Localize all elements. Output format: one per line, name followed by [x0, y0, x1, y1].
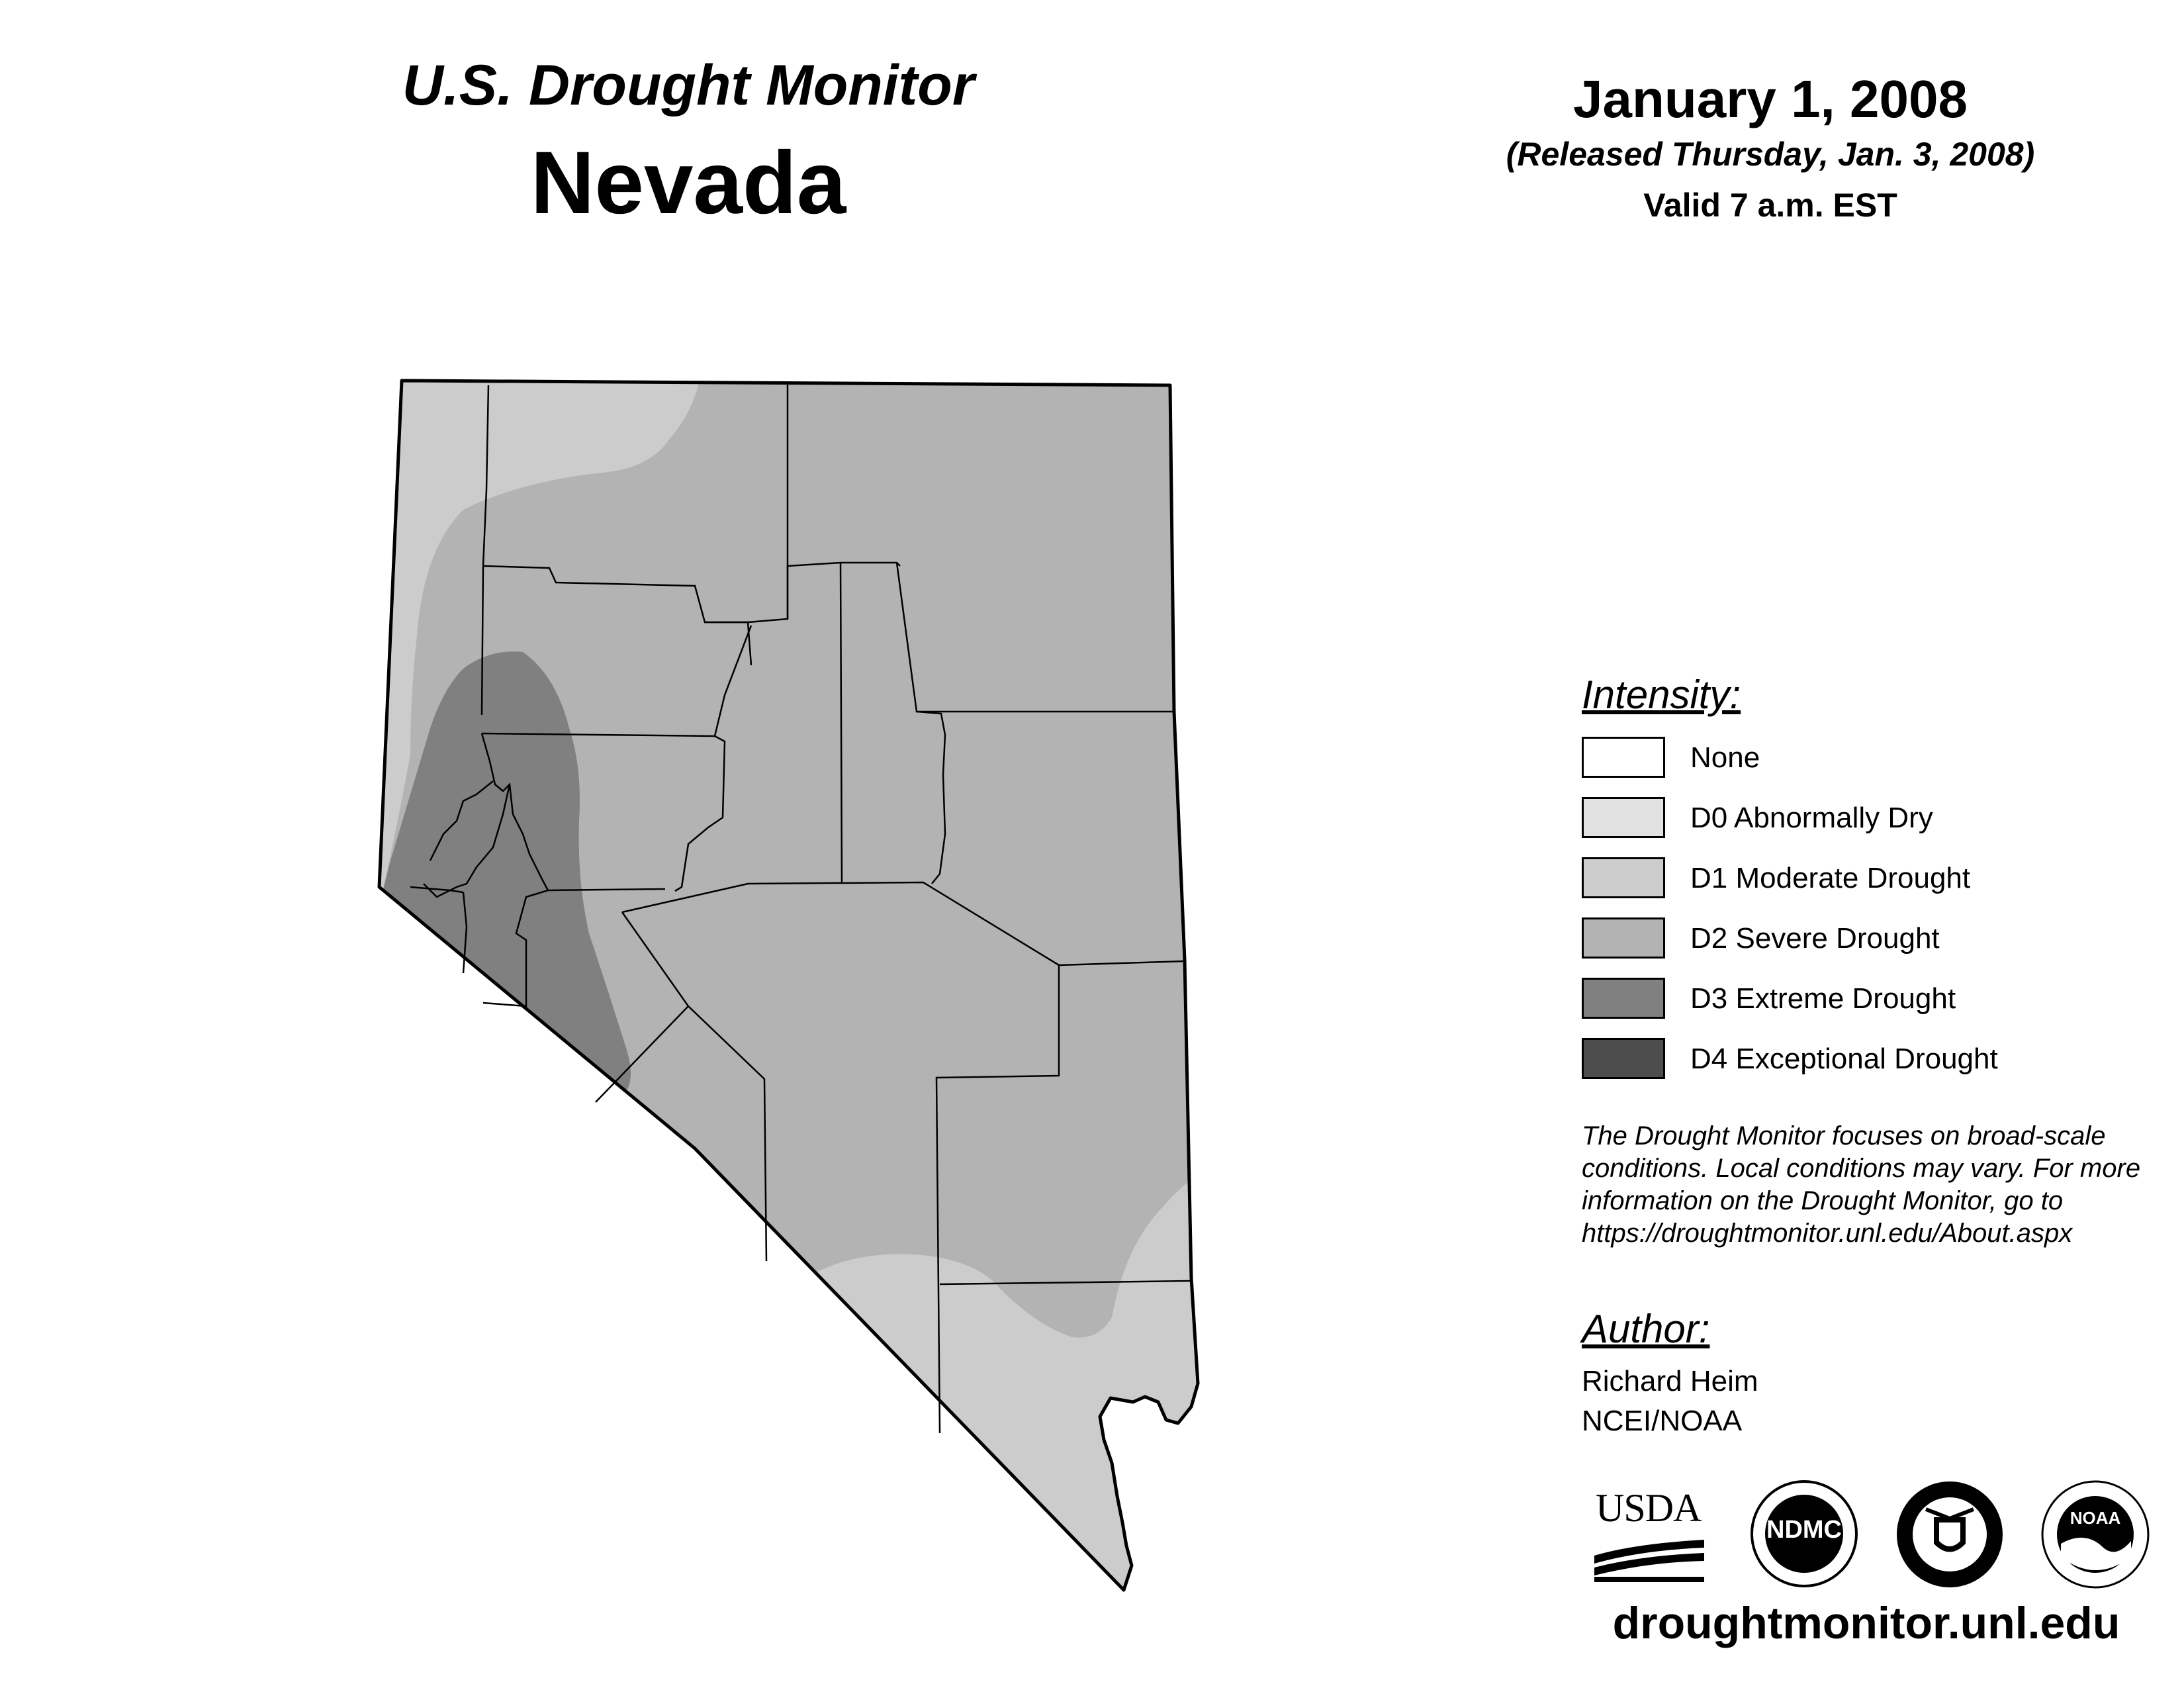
disclaimer-link[interactable]: https://droughtmonitor.unl.edu/About.aspx	[1582, 1219, 2073, 1248]
disclaimer-line: conditions. Local conditions may vary. For more	[1582, 1154, 2141, 1183]
legend-label: D1 Moderate Drought	[1690, 862, 1971, 894]
legend-item-d4	[1582, 1038, 2124, 1080]
usda-logo	[1592, 1477, 1704, 1590]
legend-item-d3	[1582, 978, 2124, 1020]
legend-swatch	[1582, 737, 1665, 778]
legend-label: D3 Extreme Drought	[1690, 982, 1956, 1015]
legend-swatch	[1582, 917, 1665, 959]
disclaimer-line: The Drought Monitor focuses on broad-scale	[1582, 1121, 2106, 1150]
author-name: Richard Heim	[1582, 1365, 1758, 1397]
author-org: NCEI/NOAA	[1582, 1405, 1743, 1437]
disclaimer-text	[1582, 1120, 2177, 1250]
state-name: Nevada	[530, 134, 846, 232]
legend-item-d1	[1582, 857, 2124, 900]
noaa-logo	[2038, 1477, 2152, 1590]
author-title: Author:	[1582, 1307, 1710, 1351]
map-date: January 1, 2008	[1573, 70, 1968, 128]
commerce-seal-icon	[1893, 1477, 2007, 1591]
disclaimer-line: information on the Drought Monitor, go to	[1582, 1186, 2064, 1215]
legend-item-d2	[1582, 917, 2124, 960]
legend-swatch	[1582, 978, 1665, 1019]
legend-label: D2 Severe Drought	[1690, 922, 1940, 955]
legend-label: D0 Abnormally Dry	[1690, 802, 1933, 834]
legend-item-d0	[1582, 797, 2124, 839]
commerce-seal-logo	[1893, 1477, 2007, 1590]
usda-hills-icon	[1594, 1529, 1704, 1582]
legend-swatch	[1582, 797, 1665, 838]
release-date: (Released Thursday, Jan. 3, 2008)	[1506, 136, 2035, 173]
ndmc-logo-text: NDMC	[1766, 1516, 1842, 1544]
legend-swatch	[1582, 857, 1665, 898]
legend-label: D4 Exceptional Drought	[1690, 1043, 1998, 1075]
legend-label: None	[1690, 741, 1760, 774]
usda-logo-text: USDA	[1596, 1486, 1702, 1530]
noaa-seal-icon	[2038, 1477, 2152, 1591]
legend-item-none	[1582, 737, 2124, 779]
legend-title: Intensity:	[1582, 673, 1741, 717]
website-link[interactable]: droughtmonitor.unl.edu	[1612, 1598, 2120, 1648]
legend-swatch	[1582, 1038, 1665, 1079]
noaa-logo-text: NOAA	[2070, 1508, 2121, 1528]
map-title: U.S. Drought Monitor	[402, 54, 975, 117]
valid-time: Valid 7 a.m. EST	[1643, 187, 1897, 224]
ndmc-logo	[1747, 1477, 1861, 1590]
